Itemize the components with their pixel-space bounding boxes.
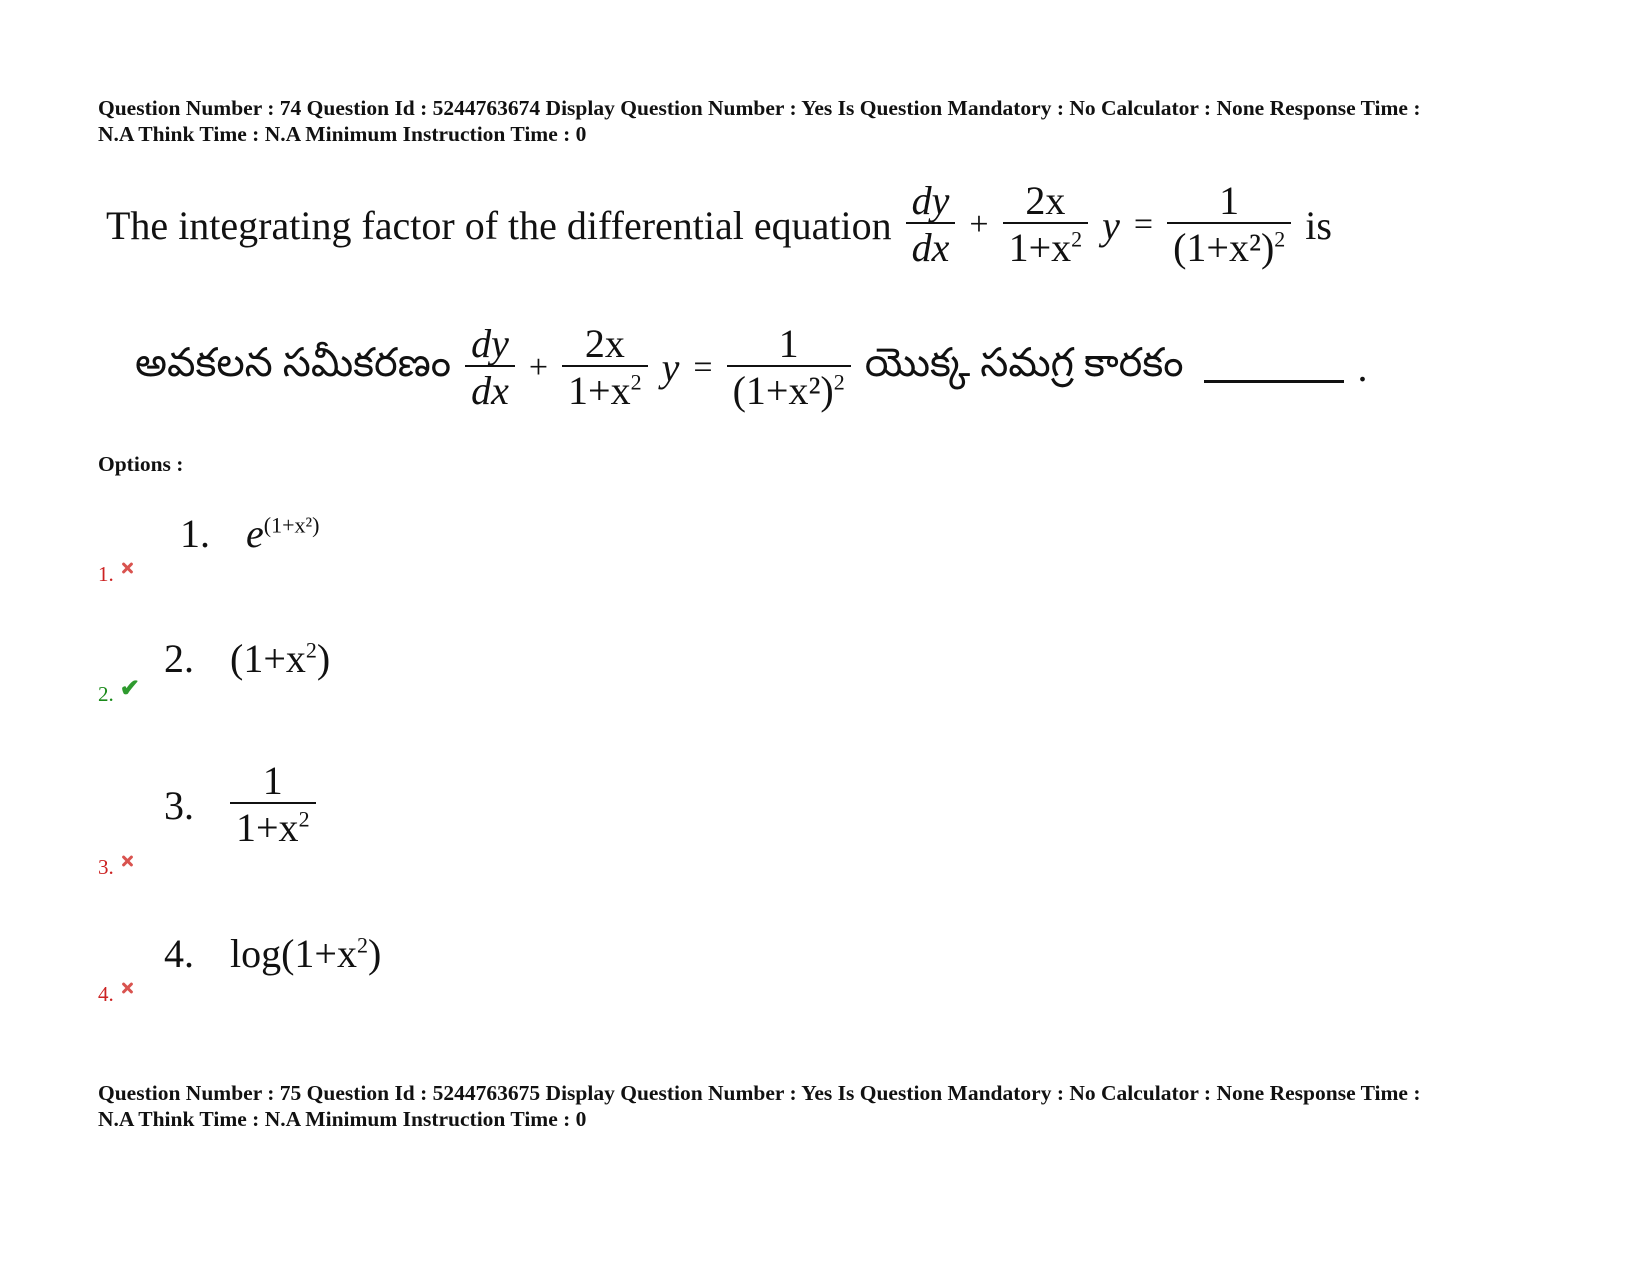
fraction-2x: $\frac{2x}{1+x^2}$ — [1003, 180, 1089, 270]
option-3-marker: 3. — [98, 855, 134, 880]
question-prefix-telugu: అవకలన సమీకరణం — [135, 340, 452, 385]
question-74-meta — [98, 95, 1598, 147]
option-4-number: 4. — [164, 931, 194, 976]
option-1 — [98, 510, 898, 600]
question-suffix-english: is — [1305, 202, 1332, 248]
option-4 — [98, 930, 898, 1010]
fraction-2x-telugu: $\frac{2x}{1+x^2}$ — [562, 323, 648, 413]
option-1-expression: $e^{(1+x^2)}$ — [246, 511, 320, 556]
question-prefix-english: The integrating factor of the differential equation — [106, 202, 892, 248]
fraction-dy-dx-telugu: $\frac{dy}{dx}$ — [465, 323, 515, 413]
meta-line-2: N.A Think Time : N.A Minimum Instruction Time : 0 — [98, 1107, 587, 1131]
fraction-rhs-telugu: $\frac{1}{(1+x^2)^2}$ — [727, 323, 851, 413]
options-label: Options : — [98, 452, 184, 476]
wrong-icon — [120, 981, 134, 995]
option-1-number: 1. — [180, 511, 210, 556]
option-3 — [98, 760, 898, 880]
option-2-marker: 2. ✔ — [98, 676, 140, 706]
wrong-icon — [120, 561, 134, 575]
fraction-rhs: $\frac{1}{(1+x^2)^2}$ — [1167, 180, 1291, 270]
option-4-marker: 4. — [98, 982, 134, 1007]
meta-line-2: N.A Think Time : N.A Minimum Instruction Time : 0 — [98, 122, 587, 146]
option-1-marker: 1. — [98, 562, 134, 587]
fraction-dy-dx: $\frac{dy}{dx}$ — [906, 180, 956, 270]
question-75-meta — [98, 1080, 1598, 1132]
option-3-number: 3. — [164, 782, 194, 828]
meta-line-1: Question Number : 75 Question Id : 5244763675 Display Question Number : Yes Is Question Mandatory : No Calculator : None Response Time : — [98, 1081, 1421, 1105]
question-text-english: The integrating factor of the differential equation $\frac{dy}{dx}$ + $\frac{2x}{1+x^2}$ y = $\frac{1}{(1+x^2)^2}$ is — [106, 178, 1332, 270]
correct-check-icon: ✔ — [119, 676, 140, 702]
question-text-telugu: అవకలన సమీకరణం $\frac{dy}{dx}$ + $\frac{2x}{1+x^2}$ y = $\frac{1}{(1+x^2)^2}$ యొక్క సమగ్ర కారకం . — [135, 320, 1368, 413]
option-4-expression: $\log(1+x^2)$ — [230, 931, 382, 976]
answer-blank — [1204, 380, 1344, 383]
wrong-icon — [120, 854, 134, 868]
meta-line-1: Question Number : 74 Question Id : 5244763674 Display Question Number : Yes Is Question Mandatory : No Calculator : None Response Time : — [98, 96, 1421, 120]
option-2-number: 2. — [164, 636, 194, 681]
question-suffix-telugu: యొక్క సమగ్ర కారకం — [864, 340, 1184, 385]
option-2-expression: $(1+x^2)$ — [230, 636, 331, 681]
option-2 — [98, 635, 898, 715]
option-3-expression: $\frac{1}{1+x^2}$ — [230, 760, 316, 850]
